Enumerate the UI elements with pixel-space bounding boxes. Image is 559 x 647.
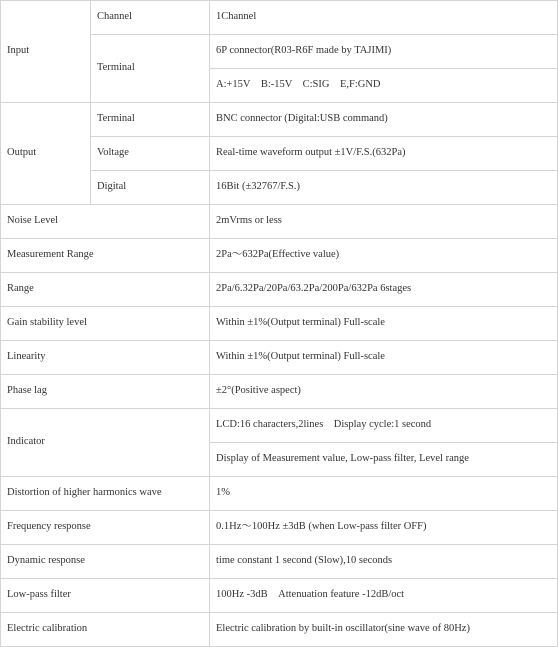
table-row <box>1 273 558 307</box>
value-indicator-lcd: LCD:16 characters,2lines Display cycle:1 second <box>210 409 558 443</box>
table-row <box>1 579 558 613</box>
table-row <box>1 375 558 409</box>
value-measurement-range: 2Pa～632Pa(Effective value) <box>210 239 558 273</box>
table-row <box>1 341 558 375</box>
value-channel: 1Channel <box>210 1 558 35</box>
row-label-measurement-range: Measurement Range <box>1 239 210 273</box>
row-label-electric-calibration: Electric calibration <box>1 613 210 647</box>
row-label-indicator: Indicator <box>1 409 210 477</box>
value-input-terminal-connector: 6P connector(R03-R6F made by TAJIMI) <box>210 35 558 69</box>
sub-label-input-terminal: Terminal <box>91 35 210 103</box>
value-phase-lag: ±2°(Positive aspect) <box>210 375 558 409</box>
row-label-gain-stability: Gain stability level <box>1 307 210 341</box>
value-input-terminal-pins: A:+15V B:-15V C:SIG E,F:GND <box>210 69 558 103</box>
sub-label-channel: Channel <box>91 1 210 35</box>
row-label-linearity: Linearity <box>1 341 210 375</box>
value-electric-calibration: Electric calibration by built-in oscillator(sine wave of 80Hz) <box>210 613 558 647</box>
value-output-terminal: BNC connector (Digital:USB command) <box>210 103 558 137</box>
row-label-range: Range <box>1 273 210 307</box>
sub-label-digital: Digital <box>91 171 210 205</box>
value-frequency-response: 0.1Hz～100Hz ±3dB (when Low-pass filter OFF) <box>210 511 558 545</box>
row-label-input: Input <box>1 1 91 103</box>
table-row <box>1 205 558 239</box>
value-linearity: Within ±1%(Output terminal) Full-scale <box>210 341 558 375</box>
row-label-noise-level: Noise Level <box>1 205 210 239</box>
row-label-low-pass-filter: Low-pass filter <box>1 579 210 613</box>
sub-label-voltage: Voltage <box>91 137 210 171</box>
table-row <box>1 613 558 647</box>
row-label-dynamic-response: Dynamic response <box>1 545 210 579</box>
table-row <box>1 477 558 511</box>
table-row <box>1 511 558 545</box>
row-label-phase-lag: Phase lag <box>1 375 210 409</box>
table-row <box>1 409 558 443</box>
table-row <box>1 307 558 341</box>
value-indicator-display: Display of Measurement value, Low-pass filter, Level range <box>210 443 558 477</box>
table-row <box>1 103 558 137</box>
table-row <box>1 545 558 579</box>
value-dynamic-response: time constant 1 second (Slow),10 seconds <box>210 545 558 579</box>
value-noise-level: 2mVrms or less <box>210 205 558 239</box>
row-label-frequency-response: Frequency response <box>1 511 210 545</box>
value-voltage: Real-time waveform output ±1V/F.S.(632Pa) <box>210 137 558 171</box>
value-gain-stability: Within ±1%(Output terminal) Full-scale <box>210 307 558 341</box>
sub-label-output-terminal: Terminal <box>91 103 210 137</box>
value-low-pass-filter: 100Hz -3dB Attenuation feature -12dB/oct <box>210 579 558 613</box>
value-digital: 16Bit (±32767/F.S.) <box>210 171 558 205</box>
value-range: 2Pa/6.32Pa/20Pa/63.2Pa/200Pa/632Pa 6stages <box>210 273 558 307</box>
value-distortion: 1% <box>210 477 558 511</box>
row-label-output: Output <box>1 103 91 205</box>
table-row <box>1 1 558 35</box>
row-label-distortion: Distortion of higher harmonics wave <box>1 477 210 511</box>
table-row <box>1 239 558 273</box>
